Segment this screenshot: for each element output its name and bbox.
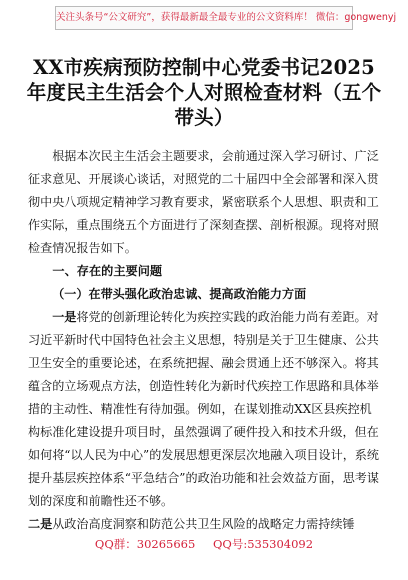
subsection-heading: （一）在带头强化政治忠诚、提高政治能力方面: [52, 287, 307, 301]
document-title: XX市疾病预防控制中心党委书记2025年度民主生活会个人对照检查材料（五个带头）: [26, 56, 382, 129]
section-heading: 一、存在的主要问题: [52, 264, 163, 278]
paragraph-1-lead: 一是: [52, 310, 77, 324]
paragraph-2: [28, 513, 380, 536]
intro-paragraph: 根据本次民主生活会主题要求，会前通过深入学习研讨、广泛征求意见、开展谈心谈话，对照党的二十届四中全会部署和深入贯彻中央八项规定精神学习教育要求，紧密联系个人思想、职责和工作实际，重点围绕五个方面进行了深刻查摆、剖析根源。现将对照检查情况报告如下。: [28, 149, 379, 255]
promo-banner: 关注头条号“公文研究”，获得最新最全最专业的公文资料库！ 微信：gongwenyj: [55, 6, 353, 30]
paragraph-1-text: 将党的创新理论转化为疾控实践的政治能力尚有差距。对习近平新时代中国特色社会主义思想，特别是关于卫生健康、公共卫生安全的重要论述，在系统把握、融会贯通上还不够深入。将其蕴含的立场观点方法，创造性转化为新时代疾控工作思路和具体举措的主动性、精准性有待加强。例如，在谋划推动XX区县疾控机构标准化建设提升项目时，虽然强调了硬件投入和技术升级，但在如何将“以人民为中心”的发展思想更深层次地融入项目设计，系统提升基层疾控体系“平急结合”的政治功能和社会效益方面，思考谋划的深度和前瞻性还不够。: [28, 310, 379, 508]
footer-qq-group: QQ群：30265665: [94, 537, 196, 551]
paragraph-2-lead: 二是: [28, 517, 53, 531]
footer-qq-number: QQ号:535304092: [212, 537, 314, 551]
paragraph-2-text: 从政治高度洞察和防范公共卫生风险的战略定力需持续锤: [52, 517, 355, 531]
document-body: [28, 145, 380, 536]
paragraph-1: [28, 306, 380, 513]
footer-contact: [0, 534, 408, 554]
